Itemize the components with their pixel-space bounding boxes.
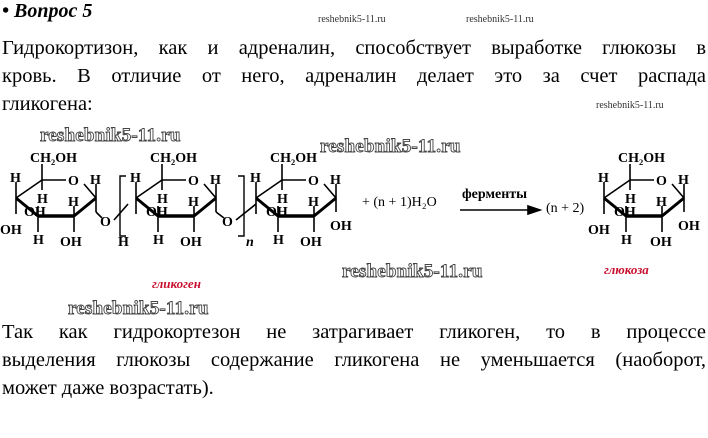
ring-4-c5-h-label: H bbox=[625, 192, 636, 207]
ring-2-c1-h-label: H bbox=[210, 173, 221, 188]
ring-1-ch2oh-label: CH₂OH bbox=[30, 151, 77, 166]
ring-1-c3-h-label: H bbox=[33, 233, 44, 248]
reaction-arrow-head bbox=[528, 206, 540, 214]
paragraph-intro-line-3: гликогена: bbox=[2, 93, 93, 115]
ring-2-c4-h-label: H bbox=[130, 171, 141, 186]
ring-1-ring-oxygen-label: O bbox=[68, 174, 79, 189]
ring-3-c4-h-label: H bbox=[250, 171, 261, 186]
paragraph-conclusion bbox=[2, 318, 706, 402]
glycogen-hydrolysis-scheme bbox=[0, 140, 708, 310]
ring-1-c2-oh-label: OH bbox=[60, 235, 82, 250]
ring-4-c4-h-label: H bbox=[598, 171, 609, 186]
ring-3-c3-h-label: H bbox=[273, 233, 284, 248]
watermark-big-2: reshebnik5-11.ru bbox=[320, 136, 461, 157]
ring-4-ring-oxygen-label: O bbox=[656, 174, 667, 189]
ring-2-ch2oh-label: CH₂OH bbox=[150, 151, 197, 166]
ring-2-c4-h-low-label: H bbox=[118, 235, 129, 250]
ring-3-ring-oxygen-label: O bbox=[308, 174, 319, 189]
paragraph-conclusion-line-2: выделения глюкозы содержание гликогена не уменьшается (наоборот, bbox=[2, 349, 706, 371]
glycogen-label: гликоген bbox=[152, 276, 201, 291]
ring-1-c4-h-label: H bbox=[10, 171, 21, 186]
repeat-n-label: n bbox=[246, 235, 254, 250]
water-reagent-label: + (n + 1)H₂O bbox=[362, 195, 437, 210]
ring-1-c3-oh-label: OH bbox=[24, 205, 46, 220]
paragraph-intro-line-2: кровь. В отличие от него, адреналин делает это за счет распада bbox=[2, 65, 706, 87]
ring-4-ch2oh-label: CH₂OH bbox=[618, 151, 665, 166]
ring-3-c3-oh-label: OH bbox=[266, 205, 288, 220]
ring-2-c3-oh-label: OH bbox=[146, 205, 168, 220]
question-title: • Вопрос 5 bbox=[2, 0, 93, 22]
ring-2-c2-oh-label: OH bbox=[180, 235, 202, 250]
paragraph-conclusion-line-1: Так как гидрокортезон не затрагивает гликоген, то в процессе bbox=[2, 321, 706, 343]
ring-1-c1-h-label: H bbox=[90, 173, 101, 188]
paragraph-conclusion-line-3: может даже возрастать). bbox=[2, 377, 214, 399]
ring-2-c5-h-label: H bbox=[157, 192, 168, 207]
bracket-close bbox=[238, 176, 244, 236]
watermark-small-2: reshebnik5-11.ru bbox=[466, 14, 534, 25]
ring-4-c1-oh-label: OH bbox=[678, 219, 700, 234]
ring-3-c1-oh-label: OH bbox=[330, 219, 352, 234]
paragraph-intro-line-1: Гидрокортизон, как и адреналин, способствует выработке глюкозы в bbox=[2, 37, 706, 59]
watermark-big-4: reshebnik5-11.ru bbox=[68, 298, 209, 319]
ring-2-c3-h-label: H bbox=[153, 233, 164, 248]
watermark-big-1: reshebnik5-11.ru bbox=[40, 125, 181, 146]
ring-2-c2-h-label: H bbox=[188, 195, 199, 210]
ring-2-ring-oxygen-label: O bbox=[188, 174, 199, 189]
ring-3-c2-oh-label: OH bbox=[300, 235, 322, 250]
ring-1-c2-h-label: H bbox=[68, 195, 79, 210]
ring-3-ch2oh-label: CH₂OH bbox=[270, 151, 317, 166]
glucose-coefficient-label: (n + 2) bbox=[546, 201, 585, 216]
ring-1-c5-h-label: H bbox=[37, 192, 48, 207]
link-1-oxygen-label: O bbox=[100, 215, 111, 230]
watermark-big-3: reshebnik5-11.ru bbox=[342, 261, 483, 282]
link-2-oxygen-label: O bbox=[222, 215, 233, 230]
ring-3-c2-h-label: H bbox=[308, 195, 319, 210]
ring-3-c1-h-label: H bbox=[330, 173, 341, 188]
bracket-open bbox=[120, 176, 126, 236]
ring-1-c4-oh-label: OH bbox=[0, 223, 22, 238]
link-2-bond-b bbox=[236, 204, 256, 220]
watermark-small-1: reshebnik5-11.ru bbox=[318, 14, 386, 25]
ring-3-c5-h-label: H bbox=[277, 192, 288, 207]
ring-4-c2-oh-label: OH bbox=[650, 235, 672, 250]
enzymes-label: ферменты bbox=[462, 187, 528, 202]
ring-4-c2-h-label: H bbox=[656, 195, 667, 210]
ring-4-c3-oh-label: OH bbox=[614, 205, 636, 220]
link-1-bond-b bbox=[114, 204, 128, 220]
ring-4-c1-h-label: H bbox=[678, 173, 689, 188]
ring-4-c3-h-label: H bbox=[621, 233, 632, 248]
watermark-small-3: reshebnik5-11.ru bbox=[596, 100, 664, 111]
glucose-label: глюкоза bbox=[604, 262, 649, 277]
ring-4-c4-oh-label: OH bbox=[588, 223, 610, 238]
